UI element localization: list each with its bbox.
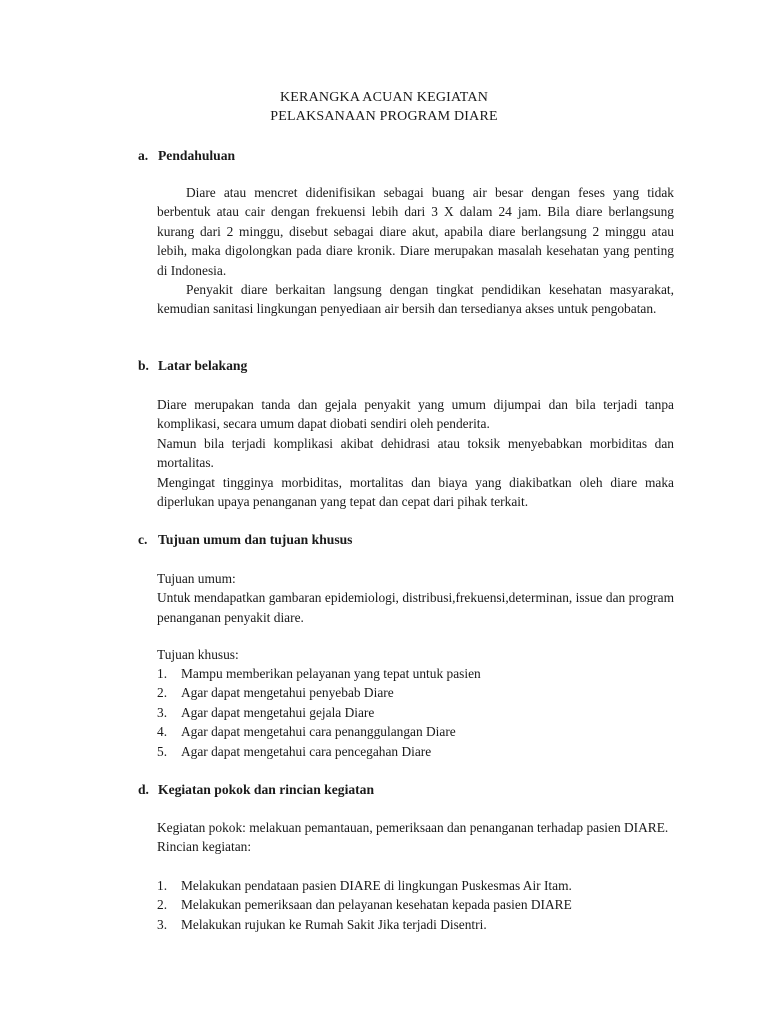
section-a-paragraph-2: Penyakit diare berkaitan langsung dengan tingkat pendidikan kesehatan masyarakat, kemudian sanitasi lingkungan penyediaan air bersih dan tersedianya akses untuk pengobatan. (157, 282, 674, 317)
list-item: 3. Melakukan rujukan ke Rumah Sakit Jika terjadi Disentri. (157, 916, 487, 932)
section-b-title: Latar belakang (158, 358, 248, 373)
specific-goal-list (157, 664, 674, 761)
list-item: 3. Agar dapat mengetahui gejala Diare (157, 704, 375, 720)
general-goal-label: Tujuan umum: (157, 571, 236, 586)
section-d-title: Kegiatan pokok dan rincian kegiatan (158, 782, 375, 797)
section-c-letter: c. (138, 532, 148, 547)
section-b-paragraph-3: Mengingat tingginya morbiditas, mortalitas dan biaya yang diakibatkan oleh diare maka diperlukan upaya penanganan yang tepat dan cepat dari pihak terkait. (157, 474, 674, 510)
specific-goal-label: Tujuan khusus: (157, 647, 239, 662)
section-b-body (157, 395, 674, 511)
section-c-heading (138, 530, 352, 549)
section-d-heading (138, 780, 374, 799)
main-activity-text: Kegiatan pokok: melakuan pemantauan, pemeriksaan dan penanganan terhadap pasien DIARE. (157, 820, 669, 835)
section-a-heading (138, 146, 235, 165)
list-item: 4. Agar dapat mengetahui cara penanggulangan Diare (157, 724, 456, 740)
section-d-letter: d. (138, 782, 149, 797)
section-b-letter: b. (138, 358, 149, 373)
section-c-title: Tujuan umum dan tujuan khusus (158, 532, 353, 547)
list-item: 1. Mampu memberikan pelayanan yang tepat untuk pasien (157, 666, 481, 681)
section-a-letter: a. (138, 148, 149, 163)
section-a-title: Pendahuluan (158, 148, 236, 163)
section-b-heading (138, 356, 247, 375)
list-item: 2. Agar dapat mengetahui penyebab Diare (157, 685, 394, 701)
section-c-general (157, 569, 674, 627)
list-item: 2. Melakukan pemeriksaan dan pelayanan kesehatan kepada pasien DIARE (157, 897, 572, 913)
document-title-line-2: PELAKSANAAN PROGRAM DIARE (270, 109, 498, 124)
activity-detail-list (157, 876, 674, 934)
list-item: 1. Melakukan pendataan pasien DIARE di lingkungan Puskesmas Air Itam. (157, 878, 572, 893)
section-d-body (157, 818, 674, 857)
section-b-paragraph-2: Namun bila terjadi komplikasi akibat dehidrasi atau toksik menyebabkan morbiditas dan mortalitas. (157, 435, 674, 471)
general-goal-text: Untuk mendapatkan gambaran epidemiologi, distribusi,frekuensi,determinan, issue dan program penanganan penyakit diare. (157, 590, 674, 625)
section-b-paragraph-1: Diare merupakan tanda dan gejala penyakit yang umum dijumpai dan bila terjadi tanpa komplikasi, secara umum dapat diobati sendiri oleh penderita. (157, 397, 674, 432)
section-a-paragraph-1: Diare atau mencret didenifisikan sebagai buang air besar dengan feses yang tidak berbentuk atau cair dengan frekuensi lebih dari 3 X dalam 24 jam. Bila diare berlangsung kurang dari 2 minggu, disebut sebagai diare akut, apabila diare berlangsung 2 minggu atau lebih, maka digolongkan pada diare kronik. Diare merupakan masalah kesehatan yang penting di Indonesia. (157, 185, 674, 278)
list-item: 5. Agar dapat mengetahui cara pencegahan Diare (157, 743, 432, 759)
activity-detail-label: Rincian kegiatan: (157, 839, 252, 855)
section-a-body (157, 183, 674, 319)
document-title-line-1: KERANGKA ACUAN KEGIATAN (279, 90, 489, 105)
